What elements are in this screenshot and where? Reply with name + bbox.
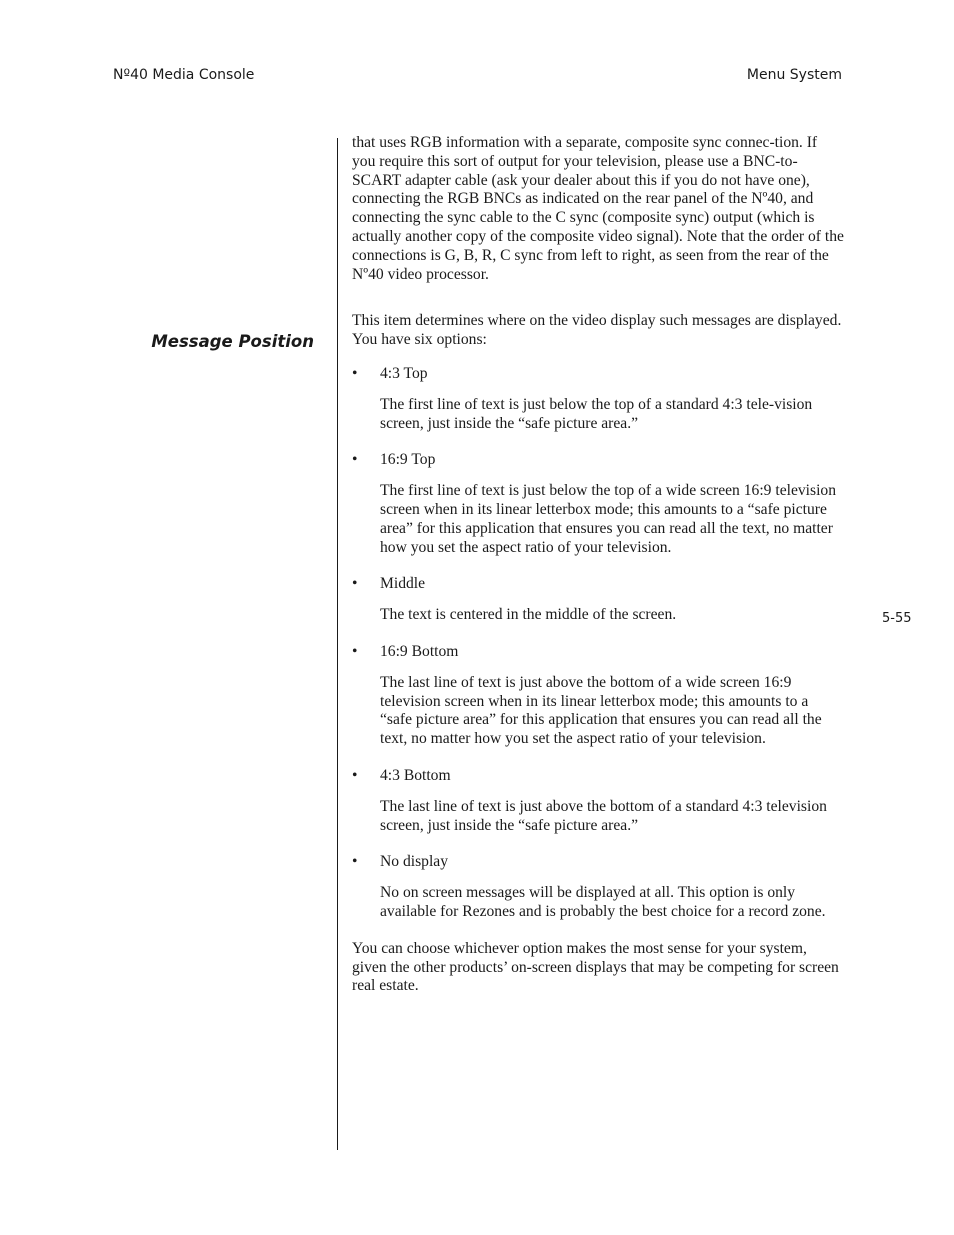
- intro-paragraph: that uses RGB information with a separate, composite sync connec-tion. If you require this sort of output for your television, please use a BNC-to-SCART adapter cable (ask your dealer about this if you do not have one), connecting the RGB BNCs as indicated on the rear panel of the Nº40, and connecting the sync cable to the C sync (composite sync) output (which is actually another copy of the composite video signal). Note that the order of the connections is G, B, R, C sync from left to right, as seen from the rear of the Nº40 video processor.: [352, 134, 844, 283]
- option-description: The first line of text is just below the top of a wide screen 16:9 television screen when in its linear letterbox mode; this amounts to a “safe picture area” for this application that ensures you can read all the text, no matter how you set the aspect ratio of your television.: [380, 482, 837, 556]
- option-label-text: No display: [380, 853, 449, 871]
- option-label: [352, 767, 844, 786]
- option-label-text: 4:3 Top: [380, 364, 428, 382]
- option-label: [352, 853, 844, 872]
- body-column: [352, 134, 844, 996]
- bullet-icon: •: [352, 451, 358, 469]
- option-description: No on screen messages will be displayed at all. This option is only available for Rezones and is probably the best choice for a record zone.: [380, 884, 826, 920]
- option-description: The last line of text is just above the bottom of a standard 4:3 television screen, just inside the “safe picture area.”: [380, 797, 827, 834]
- section-heading: Message Position: [151, 332, 314, 351]
- bullet-icon: •: [352, 642, 358, 660]
- option-description: The text is centered in the middle of the screen.: [380, 606, 677, 624]
- option-item: [352, 365, 844, 433]
- option-description: The first line of text is just below the top of a standard 4:3 tele-vision screen, just inside the “safe picture area.”: [380, 395, 813, 432]
- column-divider-rule: [337, 138, 338, 1150]
- option-label: [352, 365, 844, 384]
- option-label: [352, 575, 844, 594]
- bullet-icon: •: [352, 575, 358, 593]
- section-lead-paragraph: This item determines where on the video display such messages are displayed. You have six options:: [352, 312, 842, 349]
- option-label: [352, 451, 844, 470]
- option-label-text: 16:9 Top: [380, 451, 436, 469]
- bullet-icon: •: [352, 766, 358, 784]
- option-description: The last line of text is just above the bottom of a wide screen 16:9 television screen when in its linear letterbox mode; this amounts to a “safe picture area” for this application that ensures you can read all the text, no matter how you set the aspect ratio of your television.: [380, 673, 822, 748]
- closing-paragraph: You can choose whichever option makes the most sense for your system, given the other products’ on-screen displays that may be competing for screen real estate.: [352, 939, 839, 995]
- option-label-text: 4:3 Bottom: [380, 766, 451, 784]
- option-item: [352, 767, 844, 835]
- option-item: [352, 643, 844, 749]
- page-number: 5-55: [882, 611, 912, 626]
- option-item: [352, 451, 844, 557]
- option-label-text: Middle: [380, 575, 426, 593]
- option-label: [352, 643, 844, 662]
- header-document-title: Nº40 Media Console: [113, 67, 255, 83]
- option-label-text: 16:9 Bottom: [380, 642, 459, 660]
- bullet-icon: •: [352, 364, 358, 382]
- header-chapter-title: Menu System: [746, 67, 842, 83]
- option-item: [352, 853, 844, 921]
- option-item: [352, 575, 844, 625]
- bullet-icon: •: [352, 853, 358, 871]
